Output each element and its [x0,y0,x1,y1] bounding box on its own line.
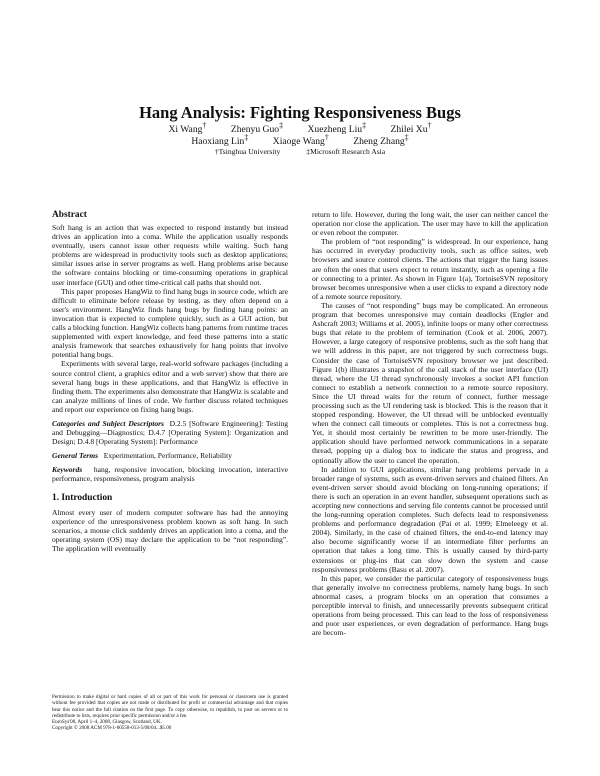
affiliation: †Tsinghua University [214,147,281,156]
right-column [312,210,548,637]
keywords-text: hang, responsive invocation, blocking invocation, interactive performance, responsiveness, program analysis [52,465,288,484]
author: Zheng Zhang‡ [353,133,409,148]
general-terms-label: General Terms [52,451,99,461]
abstract-heading: Abstract [52,210,87,220]
permission-notice [52,694,288,732]
body-paragraph: return to life. However, during the long wait, the user can neither cancel the operation nor close the application. The user may have to kill the application or even reboot the computer. [312,210,548,238]
author: Xiaoge Wang† [272,133,329,148]
author: Xi Wang† [168,121,207,136]
author: Haoxiang Lin‡ [191,133,249,148]
general-terms [52,451,288,460]
section-heading-introduction: 1. Introduction [52,492,113,503]
body-paragraph: In addition to GUI applications, similar hang problems pervade in a broader range of systems, such as event-driven servers and chained filters. An event-driven server should avoid blocking on long-running operations; if there is such an operation in an event handler, subsequent operations such as accepting new connections and serving file contents cannot be processed until the long-running operation completes. Such defects lead to responsiveness problems and performance degradation (Pai et al. 1999; Elmeleegy et al. 2004). Similarly, in the case of chained filters, the end-to-end latency may also become significantly worse if an intermediate filter performs an operation that takes a long time. This is usually caused by third-party extensions or plug-ins that can slow down the system and cause responsiveness problems (Basu et al. 2007). [312,464,548,574]
categories [52,419,288,446]
body-paragraph: In this paper, we consider the particular category of responsiveness bugs that generally involve no correctness problems, namely hang bugs. In such abnormal cases, a program blocks on an operation that consumes a perceptible interval to finish, and unnecessarily prevents subsequent critical operations from being processed. This can lead to the loss of responsiveness and poor user experiences, or even degradation of performance. Hang bugs are becom- [312,573,548,638]
author: Zhenyu Guo‡ [230,121,284,136]
conference-line: EuroSys'08, April 1–4, 2008, Glasgow, Scotland, UK. [52,719,162,726]
permission-text: Permission to make digital or hard copies of all or part of this work for personal or classroom use is granted without fee provided that copies are not made or distributed for profit or commercial advantage and that copies bear this notice and the full citation on the first page. To copy otherwise, to republish, to post on servers or to redistribute to lists, requires prior specific permission and/or a fee. [52,694,288,719]
copyright-line: Copyright © 2008 ACM 978-1-60558-013-5/08/04...$5.00 [52,725,172,732]
left-column [52,210,288,553]
keywords [52,465,288,483]
categories-label: Categories and Subject Descriptors [52,418,164,428]
body-paragraph: The causes of “not responding” bugs may be complicated. An erroneous program that becomes unresponsive may contain deadlocks (Engler and Ashcraft 2003; Williams et al. 2005), infinite loops or many other correctness bugs that relate to the problem of termination (Cook et al. 2006, 2007). However, a large category of responsive problems, such as the soft hang that we will address in this paper, are not triggered by such correctness bugs. Consider the case of TortoiseSVN repository browser we just described. Figure 1(b) illustrates a snapshot of the call stack of the user interface (UI) thread, where the UI thread synchronously invokes a socket API function connect to establish a network connection to a remote source repository. Since the UI thread waits for the return of connect, further message processing such as the UI rendering task is blocked. This is the reason that it stopped responding. However, the UI thread will be unblocked eventually when the connect call timeouts or completes. This is not a correctness bug. Yet, it should most certainly be rewritten to be more user-friendly. The application should have performed network communications in a separate thread, popping up a dialog box to indicate the status and progress, and optionally allow the user to cancel the operation. [312,300,548,465]
affiliation: ‡Microsoft Research Asia [306,147,386,156]
paper-title: Hang Analysis: Fighting Responsiveness Bugs [139,103,461,122]
abstract-paragraph: Soft hang is an action that was expected to respond instantly but instead drives an application into a coma. While the application usually responds eventually, users cannot issue other requests while waiting. Such hang problems are widespread in productivity tools such as desktop applications; similar issues arise in server programs as well. Hang problems arise because the software contains blocking or time-consuming operations in graphical user interface (GUI) and other time-critical call paths that should not. [52,223,288,287]
abstract-paragraph: Experiments with several large, real-world software packages (including a source control client, a graphics editor and a web server) show that there are several hang bugs in these applications, and that HangWiz is effective in finding them. The experiments also demonstrate that HangWiz is scalable and can analyze millions of lines of code. We further discuss related techniques and report our experience on fixing hang bugs. [52,359,288,414]
intro-paragraph: Almost every user of modern computer software has had the annoying experience of the unresponsiveness problem known as soft hang. In such scenarios, a mouse click suddenly drives an application into a coma, and the operating system (OS) may declare the application to be “not responding”. The application will eventually [52,507,288,553]
author: Zhilei Xu† [390,121,432,136]
general-terms-text: Experimentation, Performance, Reliability [103,451,232,461]
author-row-2 [0,133,600,147]
abstract-paragraph: This paper proposes HangWiz to find hang bugs in source code, which are difficult to eliminate before release by testing, as they often depend on a user's environment. HangWiz finds hang bugs by finding hang points: an invocation that is expected to complete quickly, such as a GUI action, but calls a blocking function. HangWiz collects hang patterns from runtime traces supplemented with expert knowledge, and feed these patterns into a static analysis framework that searches exhaustively for hang points that involve potential hang bugs. [52,286,288,360]
author: Xuezheng Liu‡ [307,121,367,136]
keywords-label: Keywords [52,465,83,475]
affiliations [0,147,600,156]
body-paragraph: The problem of “not responding” is widespread. In our experience, hang has occurred in everyday productivity tools, such as office suites, web browsers and source control clients. The actions that trigger the hang issues are often the ones that users expect to return instantly, such as opening a file or connecting to a printer. As shown in Figure 1(a), TortoiseSVN repository browser becomes unresponsive when a user clicks to expand a directory node of a remote source repository. [312,237,548,301]
categories-text: D.2.5 [Software Engineering]: Testing and Debugging—Diagnostics; D.4.7 [Operating System]: Organization and Design; D.4.8 [Operating System]: Performance [52,418,288,447]
